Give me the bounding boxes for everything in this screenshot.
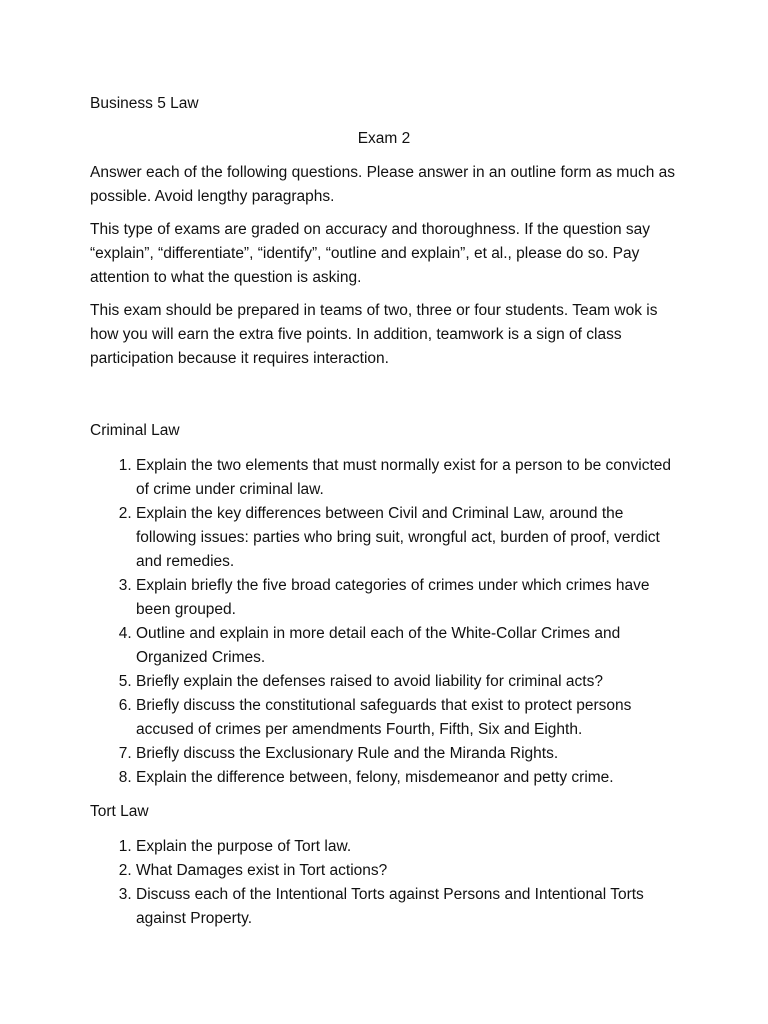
course-title: Business 5 Law bbox=[90, 95, 199, 112]
question-item: 1. Explain the two elements that must normally exist for a person to be convicted of crime under criminal law. bbox=[136, 454, 678, 502]
exam-title: Exam 2 bbox=[357, 130, 411, 147]
instruction-paragraph: Answer each of the following questions. Please answer in an outline form as much as possible. Avoid lengthy paragraphs. bbox=[90, 164, 676, 205]
question-item: 8. Explain the difference between, felony, misdemeanor and petty crime. bbox=[136, 766, 678, 790]
instruction-paragraph: This type of exams are graded on accuracy and thoroughness. If the question say “explain”, “differentiate”, “identify”, “outline and explain”, et al., please do so. Pay attention to what the question is asking. bbox=[90, 221, 651, 286]
question-item: 2. What Damages exist in Tort actions? bbox=[136, 859, 678, 883]
instruction-paragraph: This exam should be prepared in teams of two, three or four students. Team wok is how you will earn the extra five points. In addition, teamwork is a sign of class participation because it requires interaction. bbox=[90, 302, 658, 367]
question-item: 7. Briefly discuss the Exclusionary Rule and the Miranda Rights. bbox=[136, 742, 678, 766]
question-item: 5. Briefly explain the defenses raised to avoid liability for criminal acts? bbox=[136, 670, 678, 694]
section-heading-criminal-law: Criminal Law bbox=[90, 422, 180, 439]
question-item: 6. Briefly discuss the constitutional safeguards that exist to protect persons accused of crimes per amendments Fourth, Fifth, Six and Eighth. bbox=[136, 694, 678, 742]
tort-law-question-list bbox=[90, 835, 678, 931]
criminal-law-question-list bbox=[90, 454, 678, 790]
question-item: 3. Explain briefly the five broad categories of crimes under which crimes have been grouped. bbox=[136, 574, 678, 622]
question-item: 4. Outline and explain in more detail each of the White-Collar Crimes and Organized Crimes. bbox=[136, 622, 678, 670]
question-item: 2. Explain the key differences between Civil and Criminal Law, around the following issues: parties who bring suit, wrongful act, burden of proof, verdict and remedies. bbox=[136, 502, 678, 574]
question-item: 3. Discuss each of the Intentional Torts against Persons and Intentional Torts against Property. bbox=[136, 883, 678, 931]
question-item: 1. Explain the purpose of Tort law. bbox=[136, 835, 678, 859]
section-heading-tort-law: Tort Law bbox=[90, 803, 149, 820]
